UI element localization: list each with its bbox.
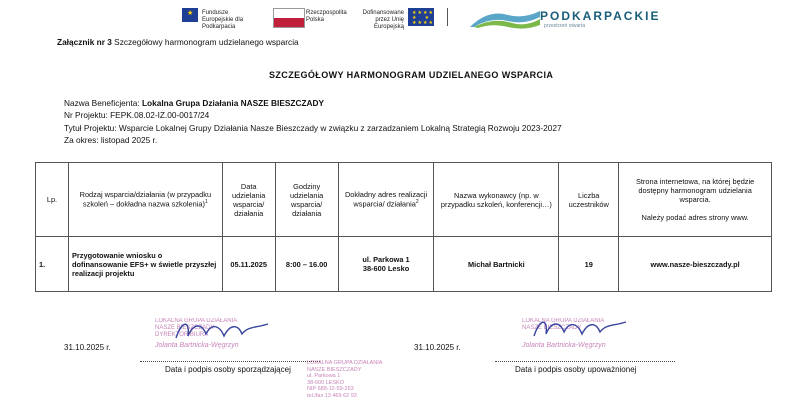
- header-date: Data udzielania wsparcia/ działania: [222, 163, 275, 237]
- header-type-text: Rodzaj wsparcia/działania (w przypadku szkoleń – dokładna nazwa szkolenia): [79, 190, 212, 209]
- eu-logo-text: Dofinansowane przez Unię Europejską: [362, 10, 404, 30]
- cell-hours: 8:00 – 16.00: [275, 237, 338, 292]
- header-address-text: Dokładny adres realizacji wsparcia/ działania: [344, 190, 428, 209]
- stamp-center: [307, 360, 382, 399]
- header-website-text: Strona internetowa, na której będzie dostępny harmonogram udzielania wsparcia.: [635, 177, 755, 204]
- period: Za okres: listopad 2025 r.: [64, 135, 158, 146]
- stamp-center-line2: NASZE BIESZCZADY: [307, 366, 362, 373]
- polish-flag-icon: [273, 8, 305, 28]
- stamp-right-name: Jolanta Bartnicka-Węgrzyn: [522, 342, 606, 349]
- stamp-center-line4: 38-600 LESKO: [307, 379, 344, 386]
- footnote-1: 1: [204, 199, 208, 206]
- region-logo-text: PODKARPACKIE: [540, 9, 661, 23]
- stamp-right-line2: NASZE BIESZCZADY: [522, 325, 582, 331]
- header-participants: Liczba uczestników: [559, 163, 619, 237]
- left-signature-line: [140, 361, 320, 362]
- beneficiary-label: Nazwa Beneficjenta:: [64, 98, 142, 108]
- right-signature-line: [495, 361, 675, 362]
- mountain-logo-icon: [468, 5, 542, 29]
- table-header-row: [36, 163, 772, 237]
- cell-type: Przygotowanie wniosku o dofinansowanie EFS+ w świetle przyszłej realizacji projektu: [68, 237, 222, 292]
- signature-right-icon: [530, 314, 630, 344]
- meta-block: [64, 97, 562, 147]
- fe-flag-icon: ★: [182, 8, 198, 22]
- fe-logo-text: Fundusze Europejskie dla Podkarpacia: [202, 10, 244, 30]
- project-title: Tytuł Projektu: Wsparcie Lokalnej Grupy Działania Nasze Bieszczady w związku z zarzadzaniem Lokalną Strategią Rozwoju 2023-2027: [64, 122, 562, 133]
- logo-divider: [447, 8, 448, 26]
- beneficiary-value: Lokalna Grupa Działania NASZE BIESZCZADY: [141, 98, 325, 108]
- cell-contractor: Michał Bartnicki: [434, 237, 559, 292]
- header-lp: Lp.: [36, 163, 69, 237]
- beneficiary-line: [64, 97, 562, 109]
- eu-flag-icon: ★★★★ ★ ★ ★★★★: [408, 8, 434, 26]
- cell-address: [338, 237, 434, 292]
- stamp-right-line1: LOKALNA GRUPA DZIAŁANIA: [522, 318, 605, 324]
- annex-rest: Szczegółowy harmonogram udzielanego wsparcia: [111, 37, 299, 47]
- cell-date: 05.11.2025: [222, 237, 275, 292]
- right-date: 31.10.2025 r.: [414, 343, 461, 352]
- stamp-left-line2: NASZE BIESZCZADY: [155, 325, 215, 331]
- address-line-2: 38-600 Lesko: [362, 264, 410, 273]
- stamp-left-line1: LOKALNA GRUPA DZIAŁANIA: [155, 318, 238, 324]
- left-date: 31.10.2025 r.: [64, 343, 111, 352]
- header-contractor: Nazwa wykonawcy (np. w przypadku szkoleń, konferencji…): [434, 163, 559, 237]
- stamp-left-name: Jolanta Bartnicka-Węgrzyn: [155, 342, 239, 349]
- header-website: [619, 163, 772, 237]
- annex-line: [57, 37, 299, 47]
- signature-left-icon: [172, 316, 272, 346]
- table-row: [36, 237, 772, 292]
- cell-participants: 19: [559, 237, 619, 292]
- header-website-note: Należy podać adres strony www.: [641, 213, 749, 222]
- left-caption: Data i podpis osoby sporządzającej: [165, 365, 291, 374]
- stamp-center-line1: LOKALNA GRUPA DZIAŁANIA: [307, 360, 383, 366]
- header-type: [68, 163, 222, 237]
- stamp-center-line5: NIP 688-12-59-263: [307, 386, 354, 392]
- schedule-table: [35, 162, 772, 292]
- fe-logo: [182, 6, 252, 28]
- cell-website: www.nasze-bieszczady.pl: [619, 237, 772, 292]
- project-number: Nr Projektu: FEPK.08.02-IZ.00-0017/24: [64, 110, 210, 121]
- stamp-center-line6: tel./fax 13 469 62 93: [307, 392, 357, 399]
- stamp-center-line3: ul. Parkowa 1: [307, 373, 341, 379]
- right-caption: Data i podpis osoby upoważnionej: [515, 365, 637, 374]
- stamp-left-line3: DYREKTOR BIURA: [155, 332, 209, 338]
- cell-lp: 1.: [36, 237, 69, 292]
- region-logo-sub: przestrzeń otwarta: [544, 23, 586, 29]
- header-address: [338, 163, 434, 237]
- footnote-2: 2: [415, 199, 419, 206]
- document-title: SZCZEGÓŁOWY HARMONOGRAM UDZIELANEGO WSPARCIA: [269, 70, 554, 80]
- rp-logo-text: Rzeczpospolita Polska: [306, 10, 347, 23]
- address-line-1: ul. Parkowa 1: [362, 255, 410, 264]
- header-hours: Godziny udzielania wsparcia/ działania: [275, 163, 338, 237]
- annex-prefix: Załącznik nr 3: [57, 37, 112, 47]
